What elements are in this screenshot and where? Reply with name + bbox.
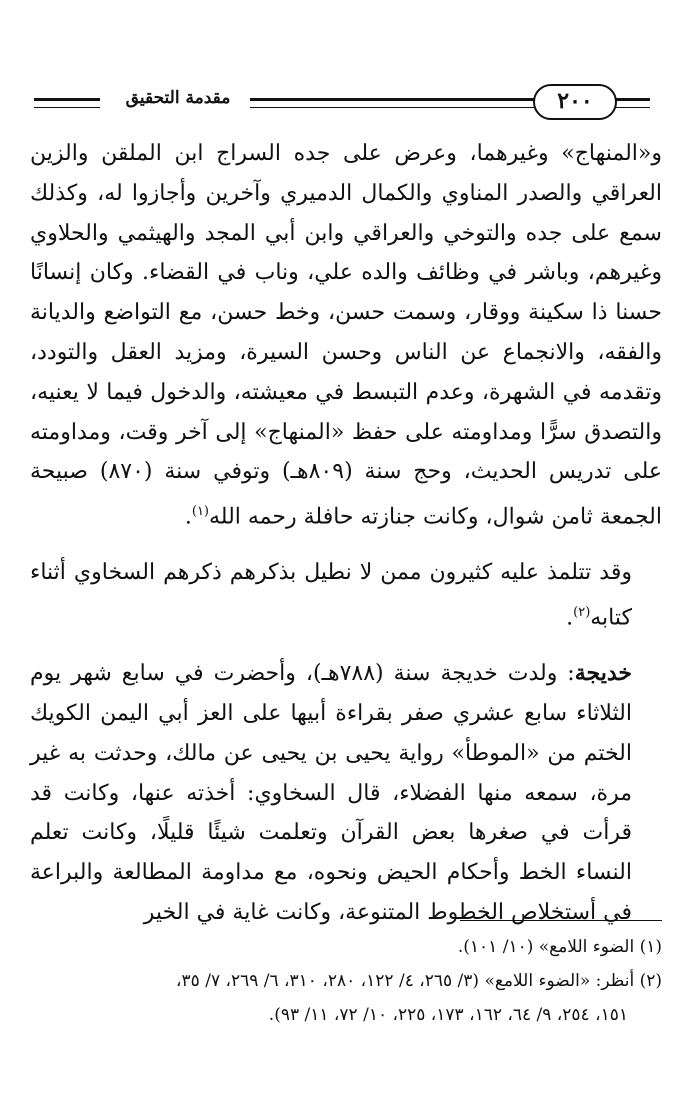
page-number: ٢٠٠ [533, 84, 617, 120]
footnote-2-continued: ١٥١، ٢٥٤، ٩/ ٦٤، ١٦٢، ١٧٣، ٢٢٥، ١٠/ ٧٢، ١١/ ٩٣). [268, 1005, 628, 1025]
entry-name: خديجة [574, 660, 633, 687]
paragraph-2-text: وقد تتلمذ عليه كثيرون ممن لا نطيل بذكرهم ذكرهم السخاوي أثناء كتابه [30, 560, 632, 631]
paragraph-3 [30, 654, 662, 933]
paragraph-1: و«المنهاج» وغيرهما، وعرض على جده السراج ابن الملقن والزين العراقي والصدر المناوي والكمال الدميري وآخرين وأجازوا له، وكذلك سمع على جده والتوخي والعراقي وابن أبي المجد والهيثمي والحلاوي وغيرهم، وباشر في وظائف والده علي، وناب في القضاء. وكان إنسانًا حسنا ذا سكينة ووقار، وسمت حسن، وخط حسن، مع التواضع والديانة والفقه، والانجماع عن الناس وحسن السيرة، ومزيد العقل والتودد، وتقدمه في الشهرة، وعدم التبسط في معيشته، والدخول فيما لا يعنيه، والتصدق سرًّا ومداومته على حفظ «المنهاج» إلى آخر وقت، ومداومته على تدريس الحديث، وحج سنة (٨٠٩هـ) وتوفي سنة (٨٧٠) صبيحة الجمعة ثامن شوال، وكانت جنازته حافلة رحمه الله$^{(١)}$. [30, 141, 662, 530]
header-rule-tail [616, 98, 650, 108]
footnote-2: (٢) أنظر: «الضوء اللامع» (٣/ ٢٦٥، ٤/ ١٢٢، ٢٨٠، ٣١٠، ٦/ ٢٦٩، ٧/ ٣٥، [176, 971, 662, 991]
footnote-separator [460, 920, 662, 921]
paragraph-2: وقد تتلمذ عليه كثيرون ممن لا نطيل بذكرهم ذكرهم السخاوي أثناء كتابه$^{(٢)}$. [30, 560, 632, 631]
footnote-1: (١) الضوء اللامع» (١٠/ ١٠١). [457, 937, 662, 957]
footnote-ref-2: (٢) [573, 605, 591, 621]
header-rule-left [34, 98, 100, 108]
header-rule-right [250, 98, 566, 108]
paragraph-1-text: و«المنهاج» وغيرهما، وعرض على جده السراج ابن الملقن والزين العراقي والصدر المناوي والكمال الدميري وآخرين وأجازوا له، وكذلك سمع على جده والتوخي والعراقي وابن أبي المجد والهيثمي والحلاوي وغيرهم، وباشر في وظائف والده علي، وناب في القضاء. وكان إنسانًا حسنا ذا سكينة ووقار، وسمت حسن، وخط حسن، مع التواضع والديانة والفقه، والانجماع عن الناس وحسن السيرة، ومزيد العقل والتودد، وتقدمه في الشهرة، وعدم التبسط في معيشته، والدخول فيما لا يعنيه، والتصدق سرًّا ومداومته على حفظ «المنهاج» إلى آخر وقت، ومداومته على تدريس الحديث، وحج سنة (٨٠٩هـ) وتوفي سنة (٨٧٠) صبيحة الجمعة ثامن شوال، وكانت جنازته حافلة رحمه الله [30, 141, 662, 530]
main-text [30, 134, 662, 933]
footnote-ref-1: (١) [191, 504, 209, 520]
footnotes [30, 930, 662, 1032]
running-header [30, 84, 650, 124]
header-title: مقدمة التحقيق [125, 88, 231, 108]
paragraph-3-text: : ولدت خديجة سنة (٧٨٨هـ)، وأحضرت في سابع شهر يوم الثلاثاء سابع عشري صفر بقراءة أبيها على العز أبي اليمن الكويك الختم من «الموطأ» رواية يحيى بن يحيى عن مالك، وحدثت به غير مرة، سمعه منها الفضلاء، قال السخاوي: أخذته عنها، وكانت قد قرأت في صغرها بعض القرآن وتعلمت شيئًا قليلًا، وكانت تعلم النساء الخط وأحكام الحيض ونحوه، مع مداومة المطالعة والبراعة في أستخلاص الخطوط المتنوعة، وكانت غاية في الخير [30, 661, 632, 925]
